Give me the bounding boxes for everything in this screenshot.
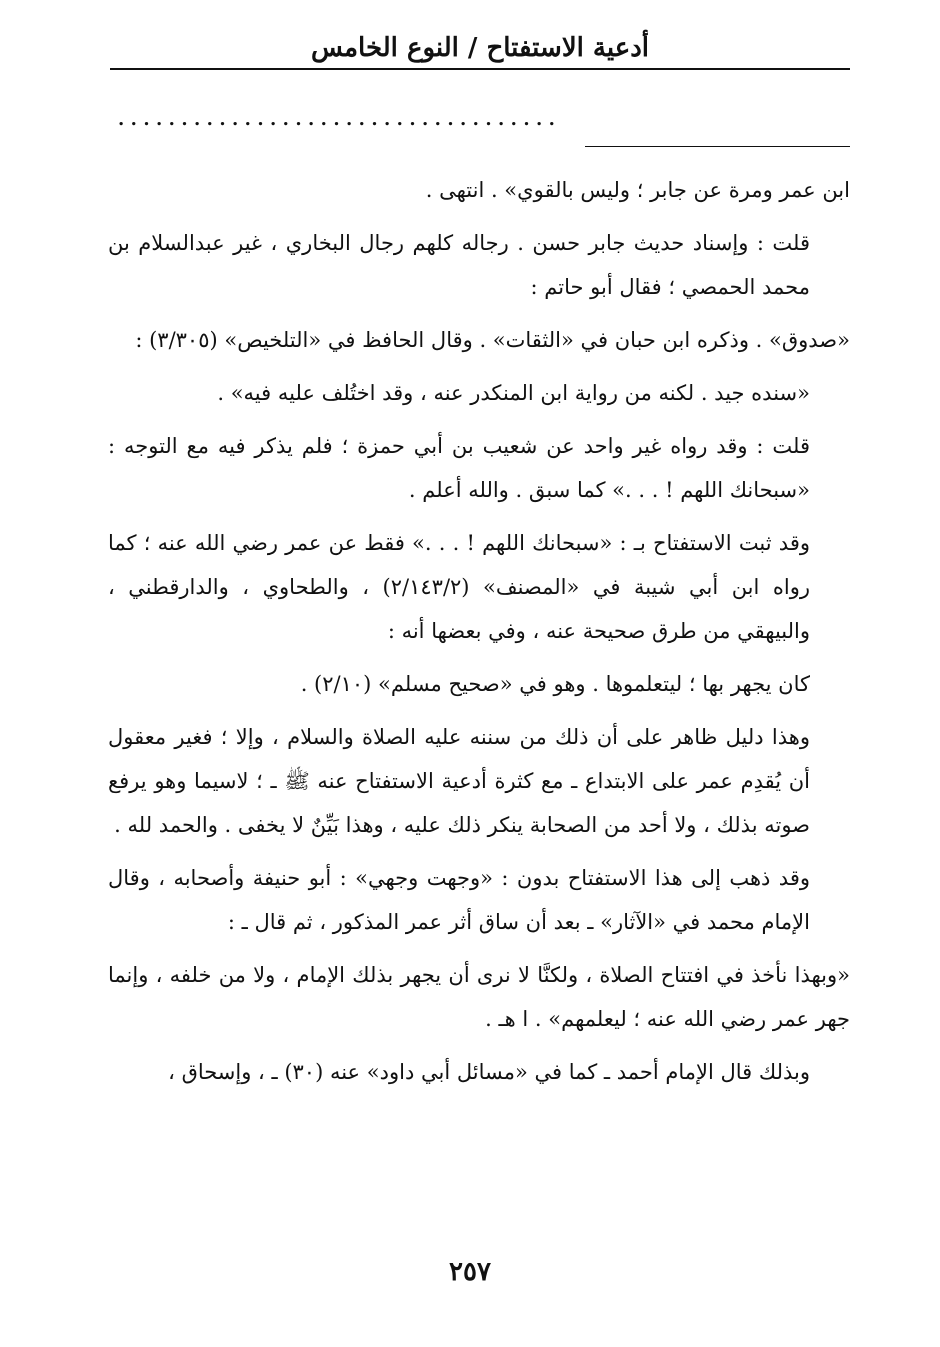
paragraph: وقد ذهب إلى هذا الاستفتاح بدون : «وجهت وجهي» : أبو حنيفة وأصحابه ، وقال الإمام محمد في «الآثار» ـ بعد أن ساق أثر عمر المذكور ، ثم قال ـ : (108, 866, 810, 934)
paragraph: «وبهذا نأخذ في افتتاح الصلاة ، ولكنَّا لا نرى أن يجهر بذلك الإمام ، ولا من خلفه ، وإنما جهر عمر رضي الله عنه ؛ ليعلمهم» . ا هـ . (108, 963, 850, 1031)
paragraph: ابن عمر ومرة عن جابر ؛ وليس بالقوي» . انتهى . (425, 178, 850, 202)
paragraph: كان يجهر بها ؛ ليتعلموها . وهو في «صحيح مسلم» (٢/١٠) . (300, 672, 810, 696)
footnote-rule (585, 146, 850, 147)
running-head: أدعية الاستفتاح / النوع الخامس (310, 33, 650, 63)
paragraph: وهذا دليل ظاهر على أن ذلك من سننه عليه الصلاة والسلام ، وإلا ؛ فغير معقول أن يُقدِم عمر على الابتداع ـ مع كثرة أدعية الاستفتاح عنه ﷺ ـ ؛ لاسيما وهو يرفع صوته بذلك ، ولا أحد من الصحابة ينكر ذلك عليه ، وهذا بَيِّنٌ لا يخفى . والحمد لله . (108, 725, 810, 837)
ellipsis-dots: ................................... (118, 110, 562, 130)
paragraph: وقد ثبت الاستفتاح بـ : «سبحانك اللهم ! . . .» فقط عن عمر رضي الله عنه ؛ كما رواه ابن أبي شيبة في «المصنف» (٢/١٤٣/٢) ، والطحاوي ، والدارقطني ، والبيهقي من طرق صحيحة عنه ، وفي بعضها أنه : (108, 531, 811, 643)
page-number: ٢٥٧ (449, 1257, 491, 1287)
header-rule (110, 68, 850, 70)
body-text (108, 168, 850, 1103)
paragraph: قلت : وقد رواه غير واحد عن شعيب بن أبي حمزة ؛ فلم يذكر فيه مع التوجه : «سبحانك اللهم ! . . .» كما سبق . والله أعلم . (108, 434, 810, 502)
paragraph: قلت : وإسناد حديث جابر حسن . رجاله كلهم رجال البخاري ، غير عبدالسلام بن محمد الحمصي ؛ فقال أبو حاتم : (108, 231, 810, 299)
paragraph: وبذلك قال الإمام أحمد ـ كما في «مسائل أبي داود» عنه (٣٠) ـ ، وإسحاق ، (168, 1060, 810, 1084)
paragraph: «سنده جيد . لكنه من رواية ابن المنكدر عنه ، وقد اختُلف عليه فيه» . (217, 381, 810, 405)
paragraph: «صدوق» . وذكره ابن حبان في «الثقات» . وقال الحافظ في «التلخيص» (٣/٣٠٥) : (135, 328, 850, 352)
